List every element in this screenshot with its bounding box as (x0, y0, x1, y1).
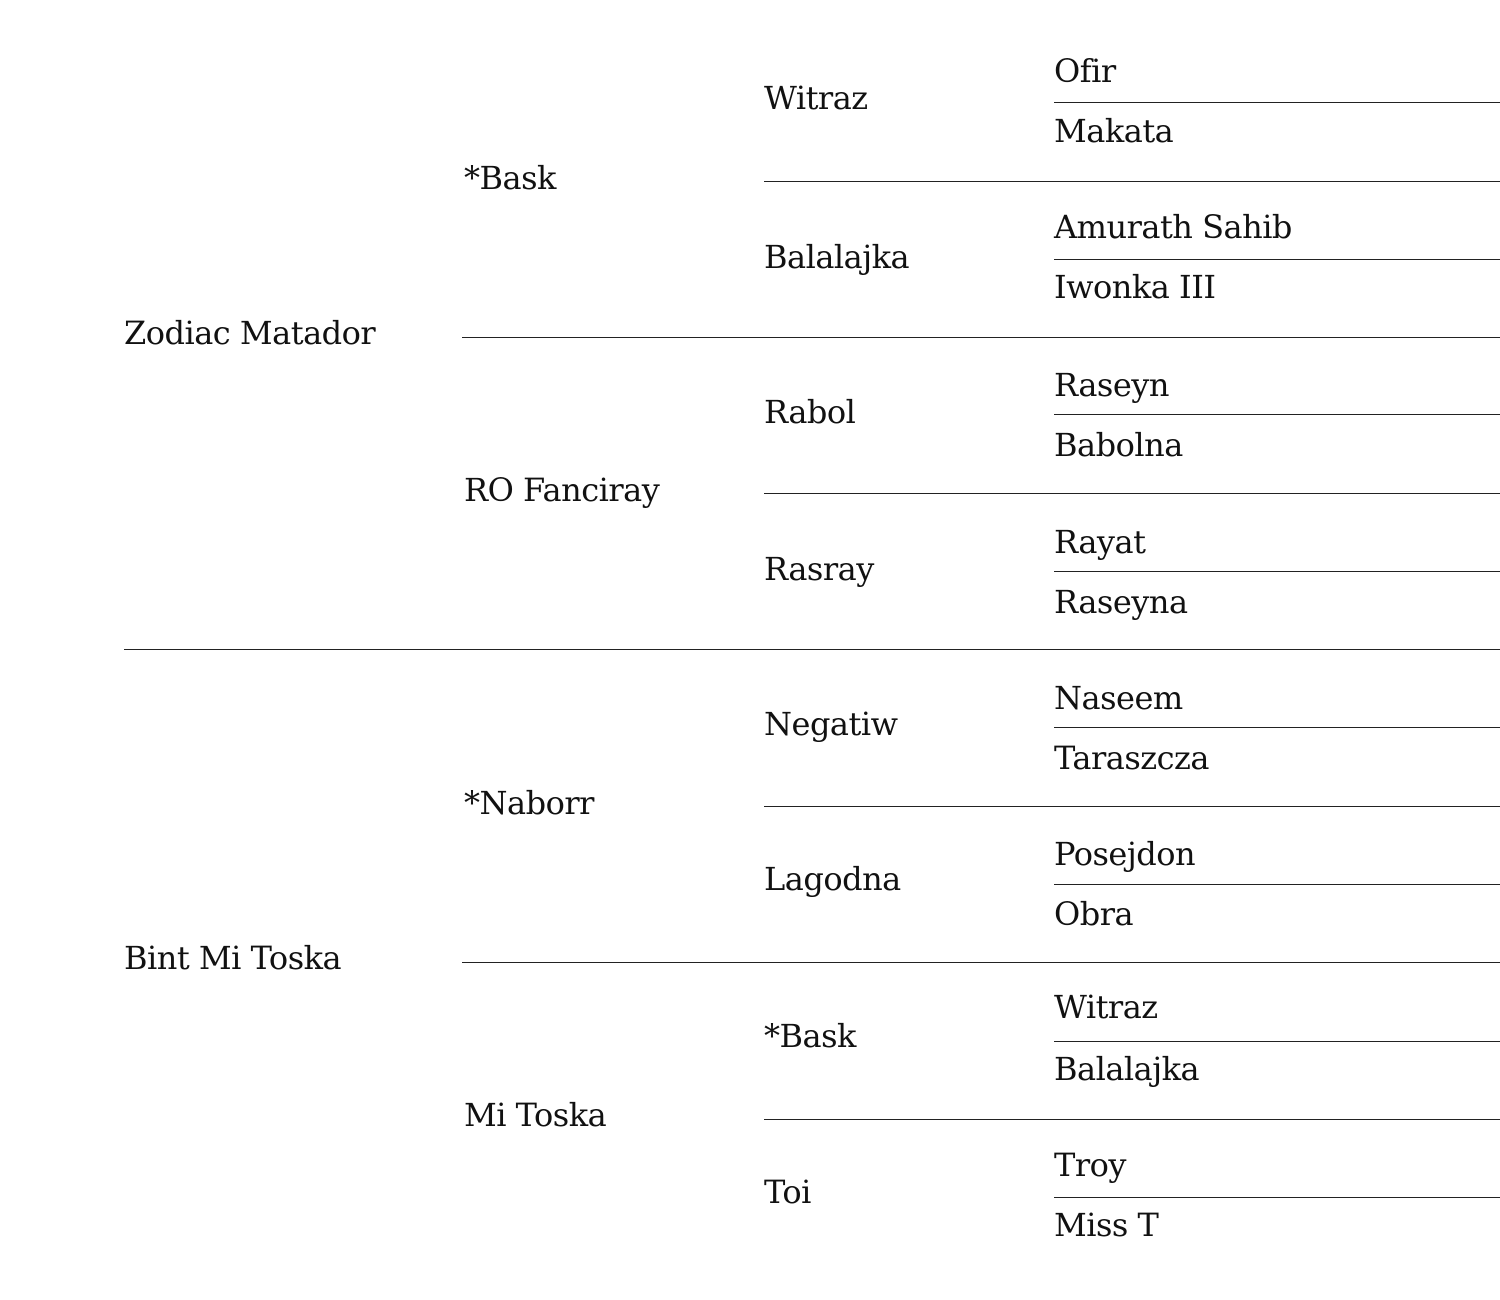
gen3-name-6: Lagodna (764, 860, 901, 898)
gen4-name-7: Rayat (1054, 523, 1146, 561)
gen4-divider-1 (1054, 102, 1500, 103)
gen3-divider-2 (764, 493, 1500, 494)
gen4-divider-3 (1054, 414, 1500, 415)
gen3-name-3: Rabol (764, 393, 856, 431)
gen2-divider-sire-side (462, 337, 1500, 338)
gen4-name-15: Troy (1054, 1146, 1126, 1184)
gen4-name-12: Obra (1054, 895, 1134, 933)
gen4-name-9: Naseem (1054, 679, 1183, 717)
gen4-divider-6 (1054, 884, 1500, 885)
gen3-name-5: Negatiw (764, 705, 898, 743)
dam-sire-name: *Naborr (464, 784, 594, 822)
dam-name: Bint Mi Toska (124, 939, 342, 977)
gen2-divider-dam-side (462, 962, 1500, 963)
gen3-divider-4 (764, 1119, 1500, 1120)
gen4-name-8: Raseyna (1054, 583, 1188, 621)
gen3-divider-1 (764, 181, 1500, 182)
gen4-divider-5 (1054, 727, 1500, 728)
gen4-name-2: Makata (1054, 112, 1174, 150)
gen4-divider-8 (1054, 1197, 1500, 1198)
sire-sire-name: *Bask (464, 159, 556, 197)
gen3-divider-3 (764, 806, 1500, 807)
gen3-name-7: *Bask (764, 1017, 856, 1055)
gen3-name-8: Toi (764, 1173, 811, 1211)
gen1-divider (124, 649, 1500, 650)
gen4-name-13: Witraz (1054, 988, 1158, 1026)
gen4-name-6: Babolna (1054, 426, 1183, 464)
gen4-divider-2 (1054, 259, 1500, 260)
gen4-name-10: Taraszcza (1054, 739, 1209, 777)
gen4-name-16: Miss T (1054, 1206, 1159, 1244)
gen4-name-14: Balalajka (1054, 1050, 1200, 1088)
gen4-name-1: Ofir (1054, 52, 1116, 90)
sire-name: Zodiac Matador (124, 314, 376, 352)
gen3-name-1: Witraz (764, 79, 868, 117)
gen3-name-4: Rasray (764, 550, 874, 588)
gen4-name-11: Posejdon (1054, 835, 1196, 873)
gen4-name-4: Iwonka III (1054, 268, 1216, 306)
gen4-divider-4 (1054, 571, 1500, 572)
dam-dam-name: Mi Toska (464, 1096, 607, 1134)
gen4-name-3: Amurath Sahib (1054, 208, 1292, 246)
gen3-name-2: Balalajka (764, 238, 910, 276)
gen4-divider-7 (1054, 1041, 1500, 1042)
gen4-name-5: Raseyn (1054, 366, 1169, 404)
sire-dam-name: RO Fanciray (464, 471, 660, 509)
